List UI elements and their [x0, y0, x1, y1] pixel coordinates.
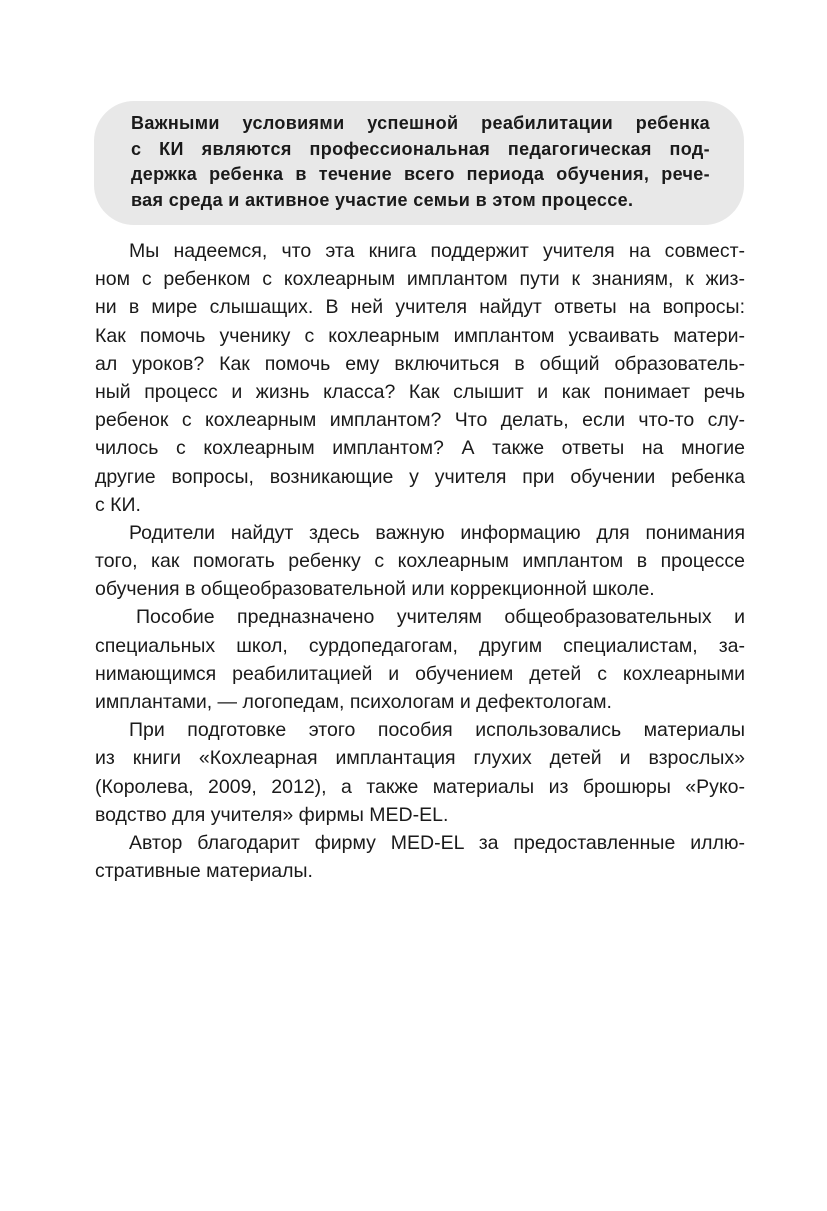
text-line: Как помочь ученику с кохлеарным имплантом усваивать матери- [95, 324, 745, 347]
text-line: Пособие предназначено учителям общеобразовательных и [136, 606, 745, 629]
text-line: стративные материалы. [95, 860, 313, 883]
paragraph-sources [95, 716, 745, 829]
text-line: с КИ. [95, 493, 141, 516]
text-line: водство для учителя» фирмы MED-EL. [95, 803, 449, 826]
highlight-callout [94, 101, 744, 225]
text-line: Мы надеемся, что эта книга поддержит учителя на совмест- [129, 240, 745, 262]
callout-line: держка ребенка в течение всего периода обучения, рече- [131, 164, 710, 184]
text-line: ном с ребенком с кохлеарным имплантом пути к знаниям, к жиз- [95, 268, 745, 291]
paragraph-thanks [95, 829, 745, 885]
paragraph-hope [95, 237, 745, 519]
text-line: нимающимся реабилитацией и обучением детей с кохлеарными [95, 662, 745, 685]
text-line: того, как помогать ребенку с кохлеарным имплантом в процессе [95, 550, 745, 573]
text-line: из книги «Кохлеарная имплантация глухих детей и взрослых» [95, 747, 745, 770]
text-line: чилось с кохлеарным имплантом? А также ответы на многие [95, 437, 745, 460]
text-line: имплантами, — логопедам, психологам и дефектологам. [95, 691, 612, 713]
body-text [95, 237, 745, 885]
paragraph-parents [95, 519, 745, 604]
callout-line: с КИ являются профессиональная педагогическая под- [131, 138, 710, 159]
text-line: (Королева, 2009, 2012), а также материалы из брошюры «Руко- [95, 775, 745, 798]
text-line: Родители найдут здесь важную информацию для понимания [129, 521, 745, 544]
text-line: специальных школ, сурдопедагогам, другим специалистам, за- [95, 634, 745, 657]
text-line: ребенок с кохлеарным имплантом? Что делать, если что-то слу- [95, 409, 745, 432]
text-line: другие вопросы, возникающие у учителя при обучении ребенка [95, 465, 745, 488]
text-line: ный процесс и жизнь класса? Как слышит и как понимает речь [95, 380, 745, 403]
text-line: обучения в общеобразовательной или коррекционной школе. [95, 578, 655, 601]
text-line: ни в мире слышащих. В ней учителя найдут ответы на вопросы: [95, 296, 745, 319]
text-line: При подготовке этого пособия использовались материалы [129, 719, 745, 742]
paragraph-audience [95, 603, 745, 716]
text-line: Автор благодарит фирму MED-EL за предоставленные иллю- [129, 831, 745, 854]
callout-line: вая среда и активное участие семьи в этом процессе. [131, 189, 634, 210]
callout-line: Важными условиями успешной реабилитации ребенка [131, 113, 710, 133]
text-line: ал уроков? Как помочь ему включиться в общий образователь- [95, 352, 745, 375]
